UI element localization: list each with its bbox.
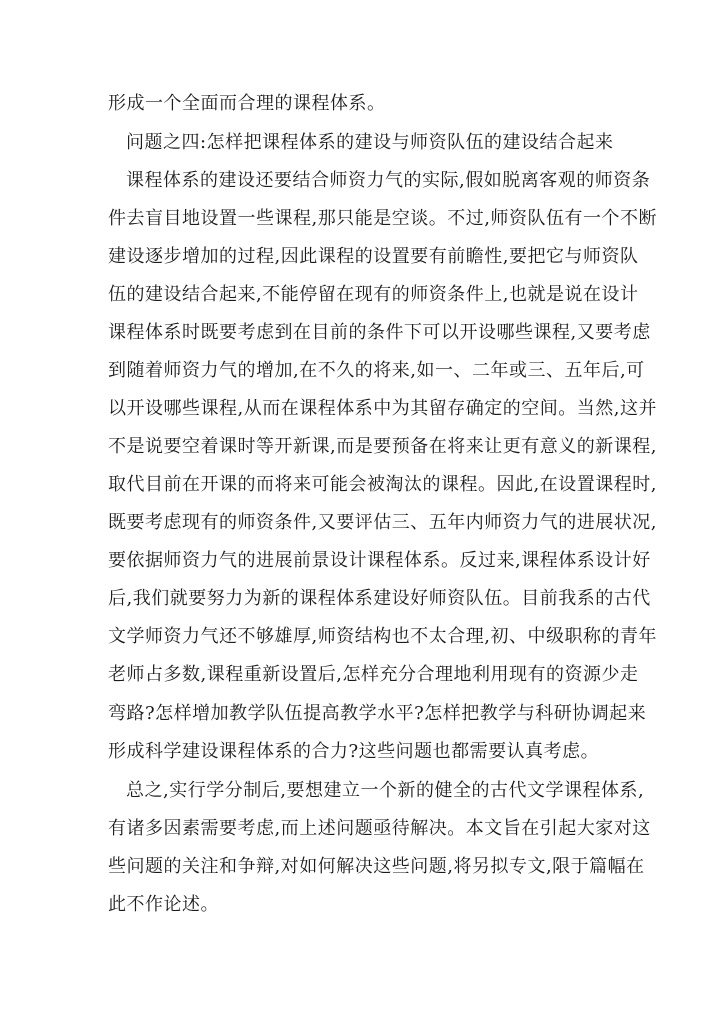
- text-line: 后,我们就要努力为新的课程体系建设好师资队伍。目前我系的古代: [108, 588, 651, 609]
- text-line: 伍的建设结合起来,不能停留在现有的师资条件上,也就是说在设计: [108, 284, 639, 305]
- text-line: 课程体系时既要考虑到在目前的条件下可以开设哪些课程,又要考虑: [108, 322, 651, 343]
- text-line: 弯路?怎样增加教学队伍提高教学水平?怎样把教学与科研协调起来: [108, 703, 647, 724]
- text-line: 总之,实行学分制后,要想建立一个新的健全的古代文学课程体系,: [126, 780, 645, 801]
- text-line: 以开设哪些课程,从而在课程体系中为其留存确定的空间。当然,这并: [108, 398, 657, 419]
- text-line: 有诸多因素需要考虑,而上述问题亟待解决。本文旨在引起大家对这: [108, 818, 651, 839]
- section-heading: 问题之四:怎样把课程体系的建设与师资队伍的建设结合起来: [126, 132, 614, 153]
- text-line: 文学师资力气还不够雄厚,师资结构也不太合理,初、中级职称的青年: [108, 626, 657, 647]
- text-line: 课程体系的建设还要结合师资力气的实际,假如脱离客观的师资条: [126, 170, 651, 191]
- text-line: 取代目前在开课的而将来可能会被淘汰的课程。因此,在设置课程时,: [108, 474, 657, 495]
- text-line: 此不作论述。: [108, 894, 219, 915]
- text-line: 形成一个全面而合理的课程体系。: [108, 93, 386, 114]
- text-line: 到随着师资力气的增加,在不久的将来,如一、二年或三、五年后,可: [108, 360, 645, 381]
- text-line: 要依据师资力气的进展前景设计课程体系。反过来,课程体系设计好: [108, 550, 651, 571]
- text-line: 些问题的关注和争辩,对如何解决这些问题,将另拟专文,限于篇幅在: [108, 856, 645, 877]
- text-line: 不是说要空着课时等开新课,而是要预备在将来让更有意义的新课程,: [108, 436, 657, 457]
- text-line: 形成科学建设课程体系的合力?这些问题也都需要认真考虑。: [108, 741, 600, 762]
- text-line: 既要考虑现有的师资条件,又要评估三、五年内师资力气的进展状况,: [108, 512, 657, 533]
- text-line: 件去盲目地设置一些课程,那只能是空谈。不过,师资队伍有一个不断: [108, 208, 657, 229]
- text-line: 建设逐步增加的过程,因此课程的设置要有前瞻性,要把它与师资队: [108, 246, 639, 267]
- text-line: 老师占多数,课程重新设置后,怎样充分合理地利用现有的资源少走: [108, 664, 639, 685]
